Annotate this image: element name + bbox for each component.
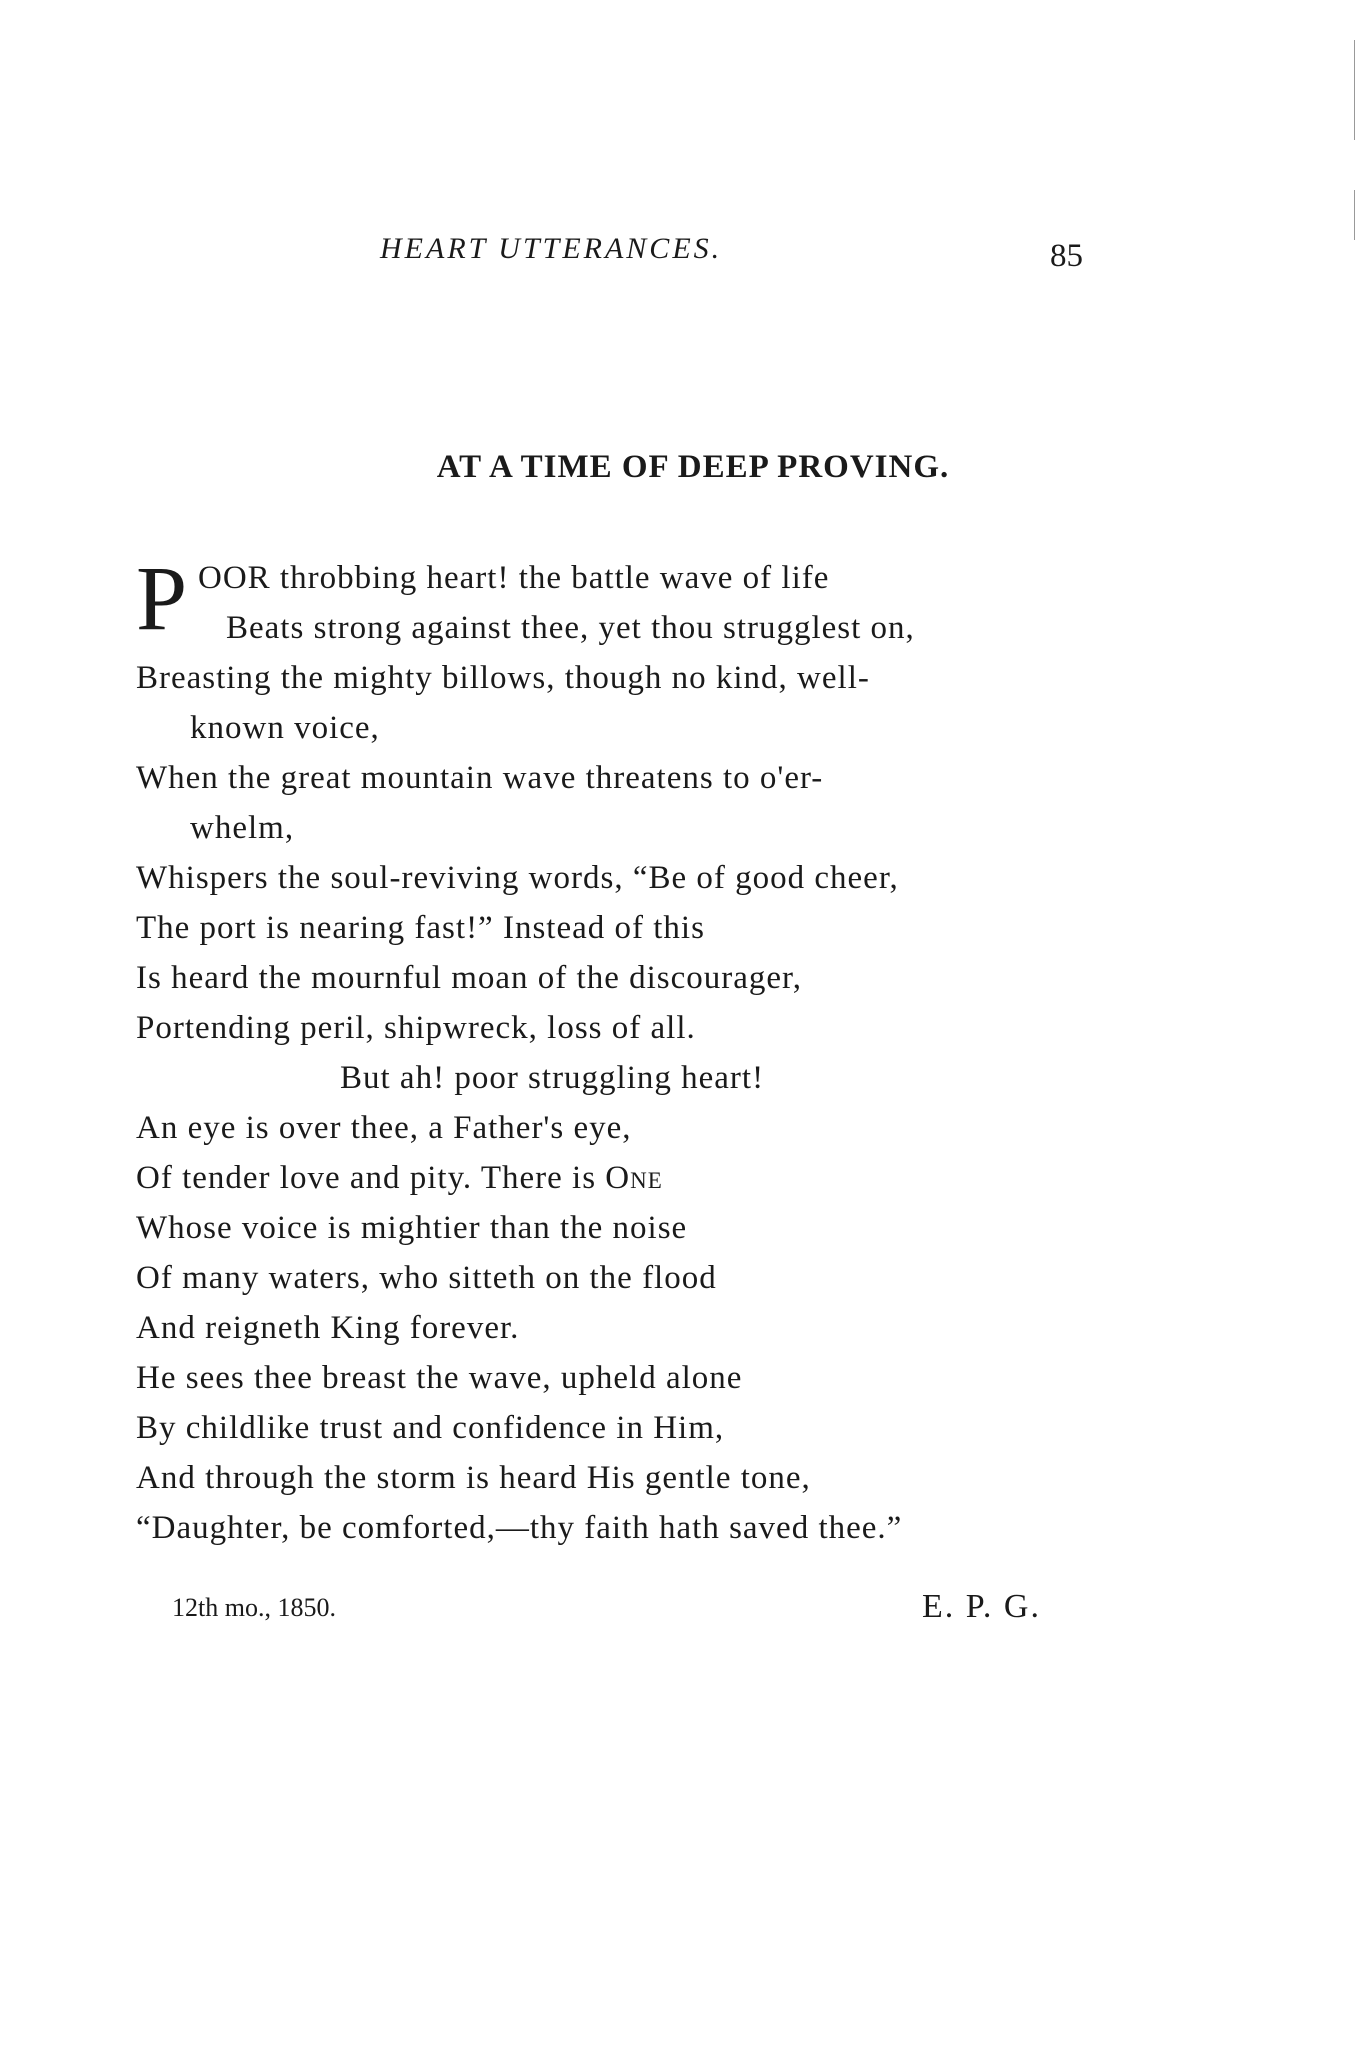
poem-line: By childlike trust and confidence in Him, (136, 1410, 725, 1446)
scan-edge-mark (1354, 40, 1355, 140)
signature: E. P. G. (922, 1588, 1041, 1625)
poem-line: An eye is over thee, a Father's eye, (136, 1110, 632, 1146)
running-head: HEART UTTERANCES. (380, 232, 723, 265)
dateline: 12th mo., 1850. (172, 1593, 336, 1622)
poem-line: Whose voice is mightier than the noise (136, 1210, 688, 1246)
drop-cap: P (136, 547, 188, 649)
poem-line: When the great mountain wave threatens to o'er- (136, 760, 824, 796)
poem-line: whelm, (190, 810, 295, 846)
poem-line: Is heard the mournful moan of the discourager, (136, 960, 802, 996)
poem-line-text: Of tender love and pity. There is (136, 1160, 606, 1196)
poem-line: The port is nearing fast!” Instead of this (136, 910, 705, 946)
poem-line: Portending peril, shipwreck, loss of all. (136, 1010, 696, 1046)
poem-line: But ah! poor struggling heart! (340, 1060, 765, 1096)
poem-line: Whispers the soul-reviving words, “Be of good cheer, (136, 860, 899, 896)
poem-title: AT A TIME OF DEEP PROVING. (436, 449, 950, 485)
poem-line: He sees thee breast the wave, upheld alone (136, 1360, 743, 1396)
poem-line: And through the storm is heard His gentle tone, (136, 1460, 811, 1496)
poem-line: Beats strong against thee, yet thou strugglest on, (226, 610, 915, 646)
poem-line: Breasting the mighty billows, though no kind, well- (136, 660, 870, 696)
poem-line (136, 1160, 663, 1197)
small-caps-word: One (605, 1160, 663, 1196)
poem-line: Of many waters, who sitteth on the flood (136, 1260, 717, 1296)
poem-line: And reigneth King forever. (136, 1310, 520, 1346)
scan-edge-mark (1354, 190, 1355, 240)
poem-line: known voice, (190, 710, 380, 746)
poem-line: “Daughter, be comforted,—thy faith hath saved thee.” (136, 1510, 903, 1546)
page-number: 85 (1050, 238, 1083, 274)
poem-line: OOR throbbing heart! the battle wave of life (198, 560, 830, 596)
